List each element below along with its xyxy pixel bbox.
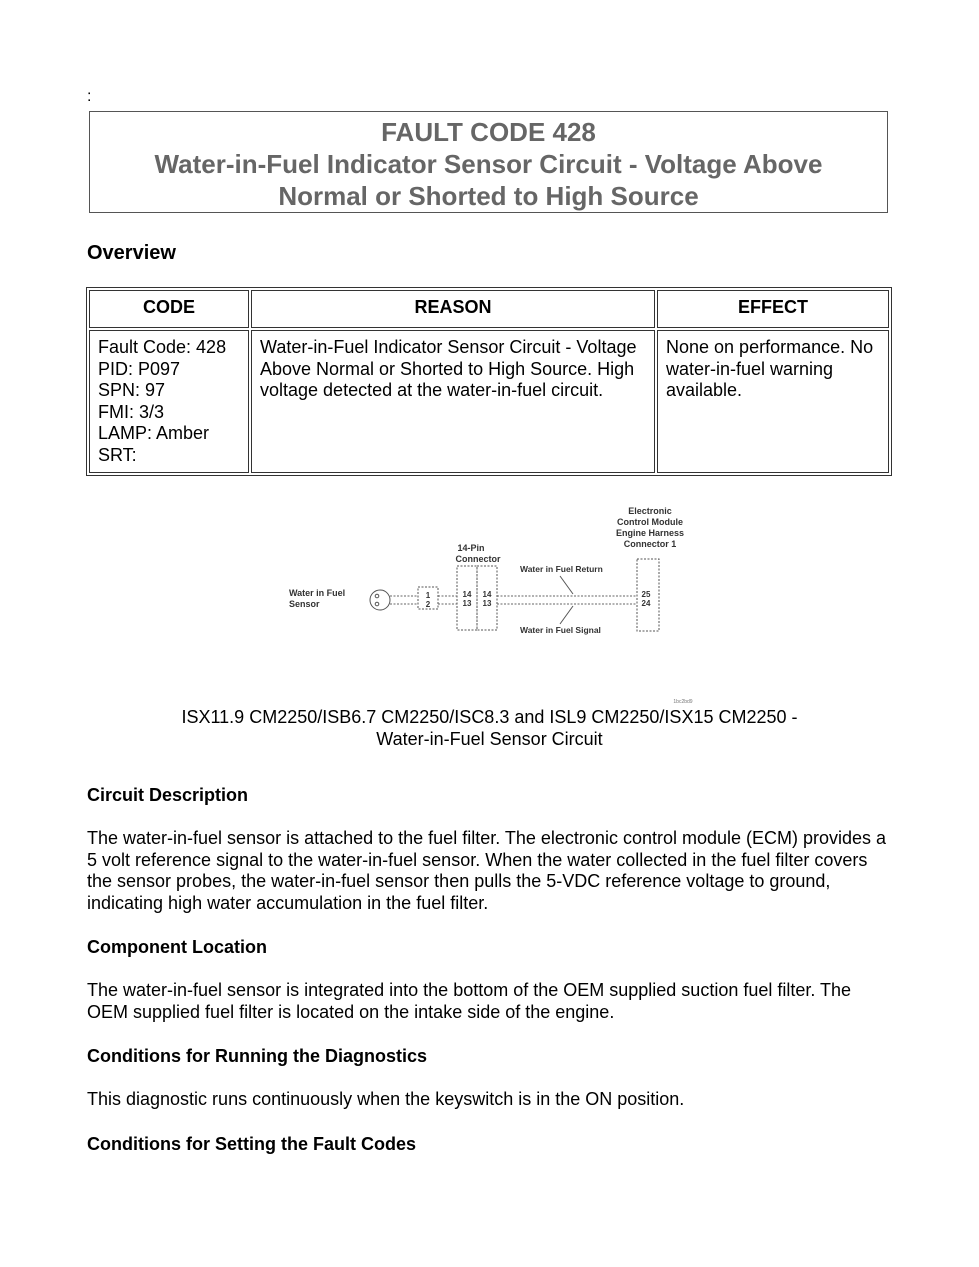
leading-colon: : <box>87 88 92 105</box>
connector-b-pin-14: 14 <box>482 590 492 599</box>
overview-table <box>86 287 892 476</box>
lamp-line: LAMP: Amber <box>98 423 210 443</box>
component-location-heading: Component Location <box>87 937 267 957</box>
connector-b-pin-13: 13 <box>482 599 492 608</box>
figure-id: 1bc2bd9 <box>673 699 693 705</box>
sensor-label-line1: Water in Fuel <box>289 588 346 598</box>
connector-a-pin-14: 14 <box>462 590 472 599</box>
circuit-diagram <box>280 500 700 710</box>
fmi-line: FMI: 3/3 <box>98 401 165 422</box>
srt-line: SRT: <box>98 444 137 465</box>
ecm-label-line1: Electronic <box>628 506 672 516</box>
code-cell <box>89 330 249 473</box>
fault-code-title-box <box>89 111 888 213</box>
signal-leader-line <box>560 606 573 624</box>
fault-code-line: Fault Code: 428 <box>98 337 227 357</box>
ecm-label-line3: Engine Harness <box>615 528 685 538</box>
sensor-pin-top <box>375 594 379 598</box>
fault-code-title: FAULT CODE 428 <box>381 117 596 147</box>
sensor-symbol <box>370 590 390 610</box>
circuit-description-text: The water-in-fuel sensor is attached to the fuel filter. The electronic control module (ECM) provides a 5 volt reference signal to the water-in-fuel sensor. When the water collected in the fuel filter covers the sensor probes, the water-in-fuel sensor then pulls the 5-VDC reference voltage to ground, indicating high water accumulation in the fuel filter. <box>87 828 887 913</box>
circuit-description-heading: Circuit Description <box>87 785 249 805</box>
running-diagnostics-text: This diagnostic runs continuously when the keyswitch is in the ON position. <box>87 1089 685 1109</box>
reason-cell: Water-in-Fuel Indicator Sensor Circuit - Voltage Above Normal or Shorted to High Source. High voltage detected at the water-in-fuel circuit. <box>251 330 655 473</box>
connector-a-pin-13: 13 <box>462 599 472 608</box>
fault-code-subtitle-line1: Water-in-Fuel Indicator Sensor Circuit - Voltage Above <box>154 149 823 179</box>
setting-fault-codes-heading: Conditions for Setting the Fault Codes <box>87 1134 416 1154</box>
spn-line: SPN: 97 <box>98 380 166 400</box>
ecm-label-line4: Connector 1 <box>623 539 677 549</box>
ecm-label-line2: Control Module <box>617 517 683 527</box>
figure-caption <box>0 706 979 750</box>
connector-label-line1: 14-Pin <box>457 543 485 553</box>
ecm-pin-24: 24 <box>641 599 651 608</box>
pid-line: PID: P097 <box>98 358 181 379</box>
figure-caption-line1: ISX11.9 CM2250/ISB6.7 CM2250/ISC8.3 and ISL9 CM2250/ISX15 CM2250 - <box>181 707 798 727</box>
return-wire-label: Water in Fuel Return <box>520 564 603 574</box>
sensor-pin-1: 1 <box>425 591 431 600</box>
fault-code-subtitle-line2: Normal or Shorted to High Source <box>278 181 699 211</box>
column-header-code: CODE <box>89 290 249 328</box>
effect-cell: None on performance. No water-in-fuel warning available. <box>657 330 889 473</box>
sensor-pin-bottom <box>375 602 379 606</box>
signal-wire-label: Water in Fuel Signal <box>520 625 601 635</box>
running-diagnostics-heading: Conditions for Running the Diagnostics <box>87 1046 427 1066</box>
sensor-pin-2: 2 <box>425 600 431 609</box>
sensor-label-line2: Sensor <box>289 599 320 609</box>
column-header-reason: REASON <box>251 290 655 328</box>
table-row <box>89 330 889 473</box>
connector-label-line2: Connector <box>455 554 501 564</box>
ecm-pin-25: 25 <box>641 590 651 599</box>
figure-caption-line2: Water-in-Fuel Sensor Circuit <box>376 729 603 749</box>
overview-heading: Overview <box>87 242 176 264</box>
component-location-text: The water-in-fuel sensor is integrated into the bottom of the OEM supplied suction fuel filter. The OEM supplied fuel filter is located on the intake side of the engine. <box>87 980 852 1022</box>
table-header-row <box>89 290 889 328</box>
column-header-effect: EFFECT <box>657 290 889 328</box>
return-leader-line <box>560 576 573 594</box>
